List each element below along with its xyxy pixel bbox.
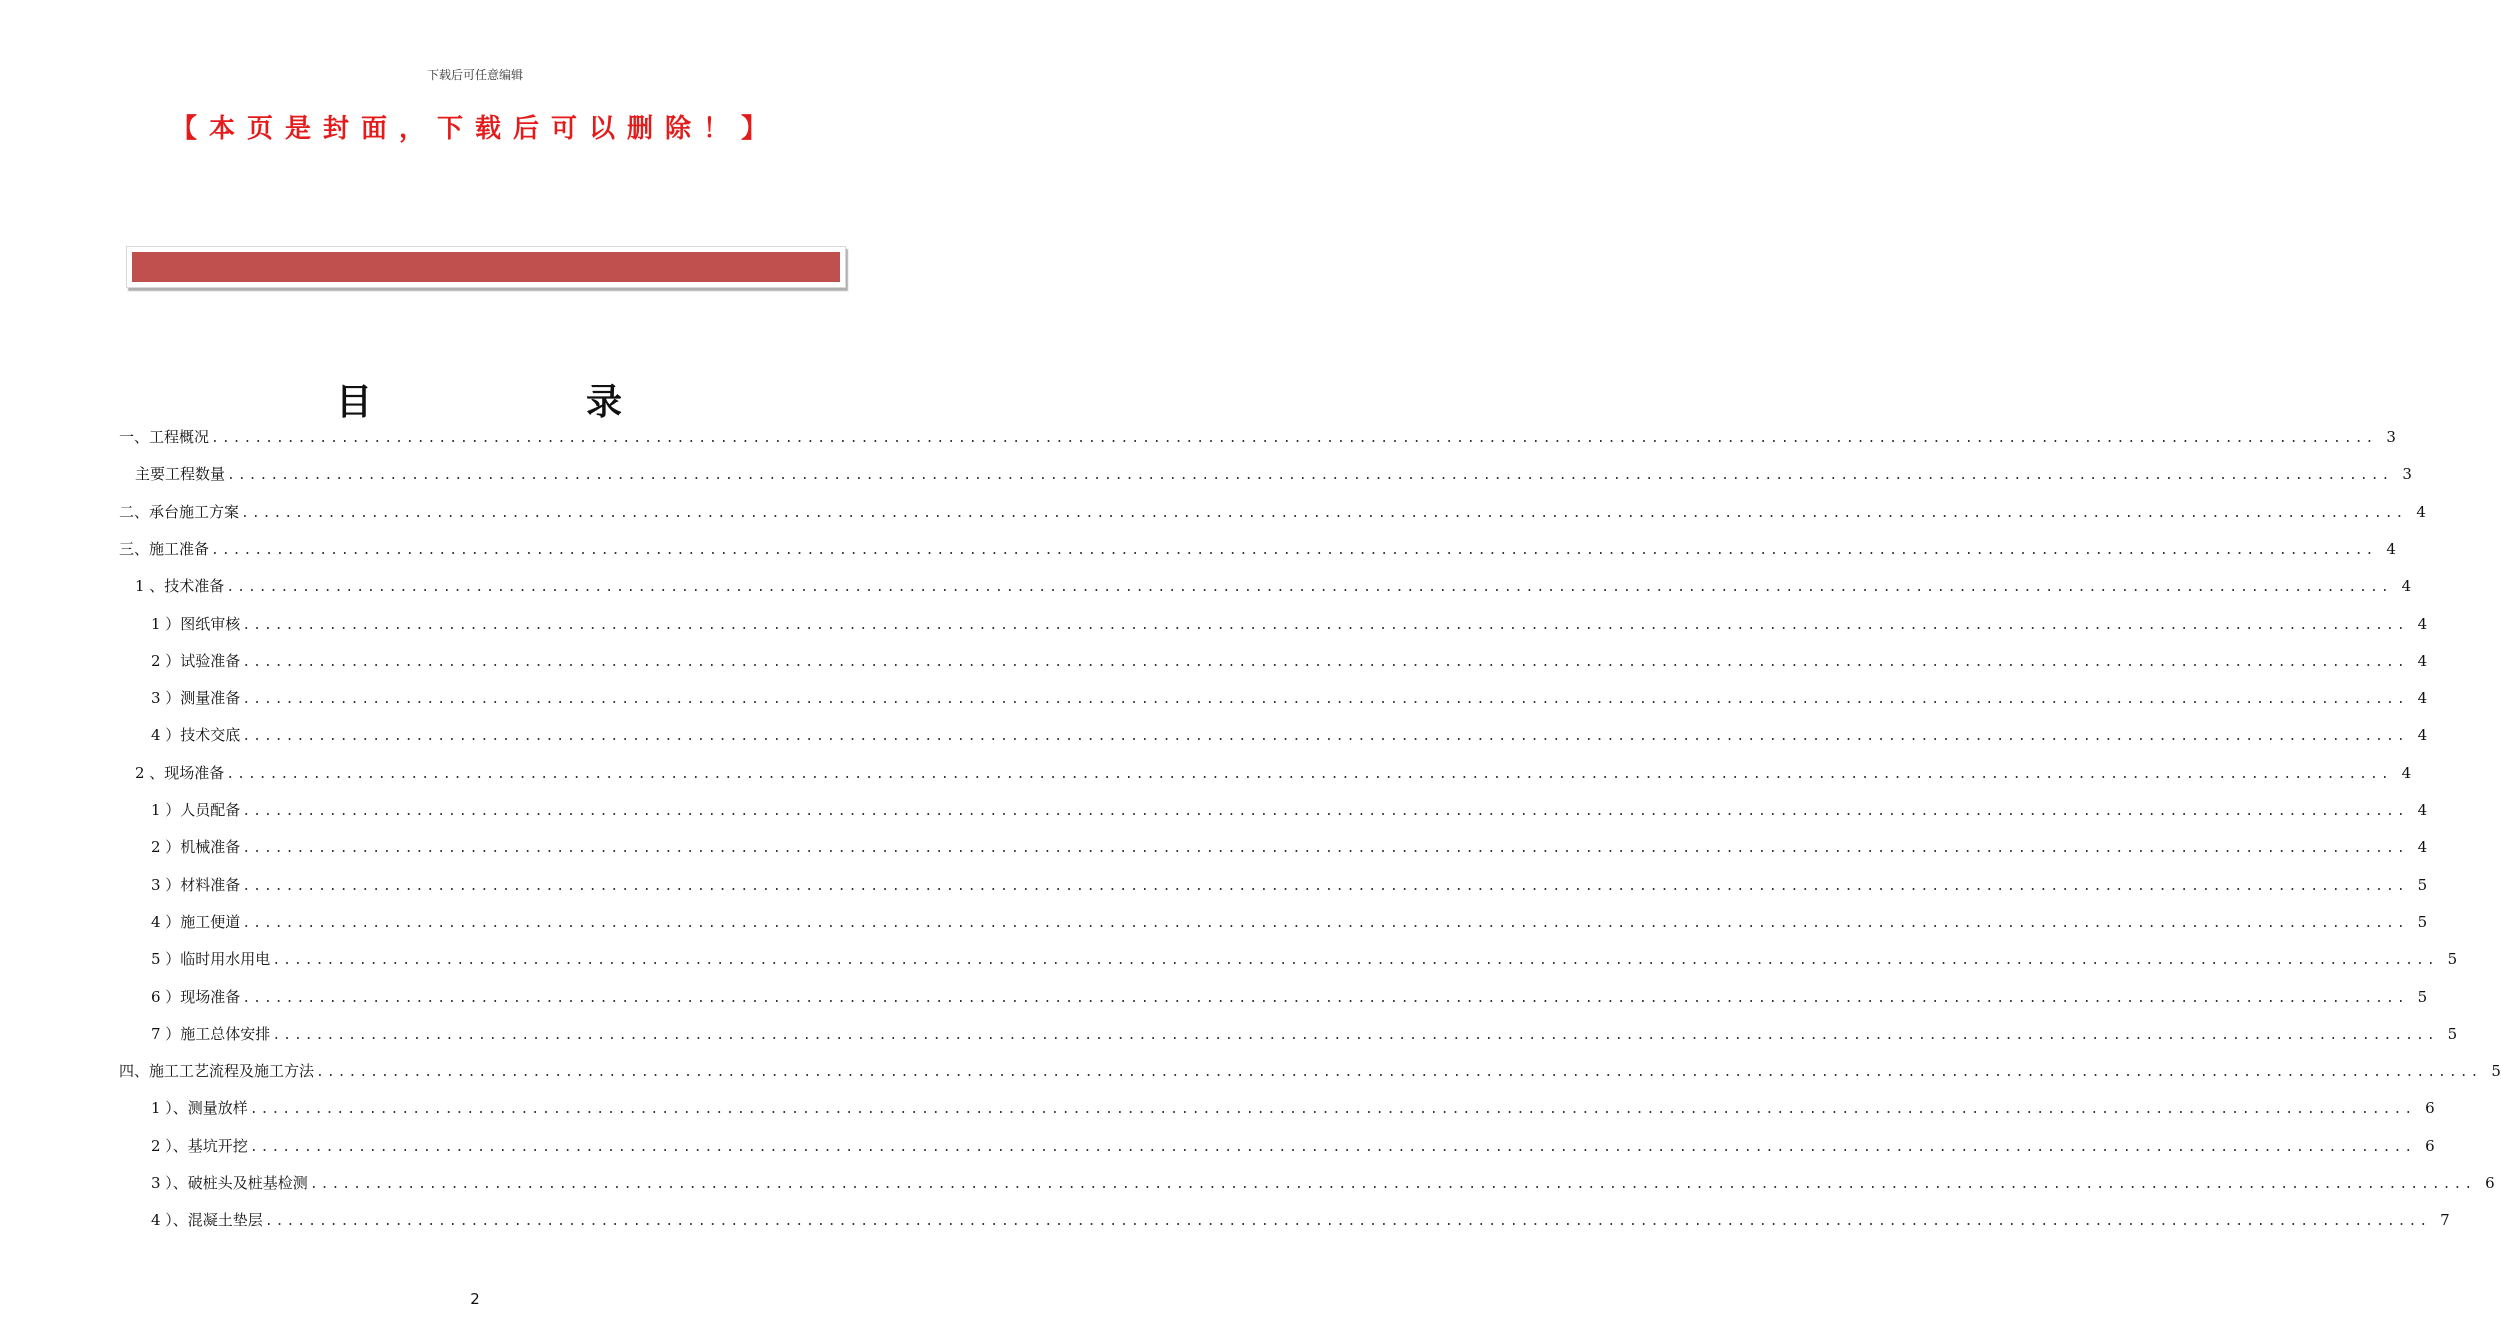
toc-entry-label: 1 ）、测量放样 — [151, 1099, 248, 1118]
toc-entry[interactable] — [0, 986, 2428, 1008]
toc-entry-label: 2 ）试验准备 — [151, 651, 241, 670]
toc-dot-leader: ........................................................................................................................................................................................................ — [309, 1177, 2476, 1192]
toc-entry[interactable] — [0, 575, 2412, 597]
toc-entry-page: 5 — [2447, 1024, 2458, 1043]
toc-dot-leader: ........................................................................................................................................................................................................ — [316, 1065, 2482, 1081]
toc-entry-page: 5 — [2447, 950, 2458, 969]
toc-dot-leader: ........................................................................................................................................................................................................ — [242, 990, 2408, 1006]
toc-entry-page: 4 — [2417, 801, 2428, 819]
toc-entry-label: 3 ）、破桩头及桩基检测 — [151, 1174, 308, 1192]
toc-entry-label: 3 ）材料准备 — [151, 875, 241, 894]
toc-entry-page: 5 — [2417, 912, 2428, 931]
toc-entry-page: 4 — [2417, 726, 2428, 745]
toc-dot-leader: ........................................................................................................................................................................................................ — [242, 729, 2408, 745]
toc-entry[interactable] — [0, 836, 2428, 858]
toc-entry-label: 2 ）机械准备 — [151, 838, 241, 857]
toc-entry-label: 7 ）施工总体安排 — [151, 1024, 271, 1043]
toc-dot-leader: ........................................................................................................................................................................................................ — [242, 915, 2408, 931]
toc-title-char-2: 录 — [586, 382, 623, 423]
toc-entry-page: 7 — [2440, 1211, 2450, 1230]
banner-frame — [126, 246, 846, 288]
toc-entry-page: 4 — [2417, 689, 2428, 708]
toc-dot-leader: ........................................................................................................................................................................................................ — [226, 580, 2392, 596]
toc-entry-label: 二、承台施工方案 — [119, 502, 240, 521]
toc-entry-page: 3 — [2386, 428, 2396, 446]
toc-entry-label: 6 ）现场准备 — [151, 987, 241, 1006]
toc-entry[interactable] — [0, 501, 2426, 523]
toc-dot-leader: ........................................................................................................................................................................................................ — [249, 1139, 2416, 1155]
toc-dot-leader: ........................................................................................................................................................................................................ — [264, 1214, 2431, 1230]
toc-entry[interactable] — [0, 687, 2428, 709]
toc-entry-label: 三、施工准备 — [119, 539, 210, 558]
toc-entry[interactable] — [0, 538, 2396, 560]
toc-dot-leader: ........................................................................................................................................................................................................ — [242, 878, 2408, 894]
toc-entry-page: 6 — [2425, 1099, 2435, 1118]
toc-dot-leader: ........................................................................................................................................................................................................ — [242, 654, 2408, 670]
banner-bar — [132, 252, 840, 282]
toc-entry-page: 4 — [2416, 502, 2426, 521]
toc-entry-page: 5 — [2417, 875, 2428, 894]
toc-entry-label: 主要工程数量 — [135, 465, 226, 484]
toc-entry[interactable] — [0, 426, 2396, 448]
toc-dot-leader: ........................................................................................................................................................................................................ — [242, 804, 2408, 819]
toc-entry-label: 4 ）技术交底 — [151, 726, 241, 745]
toc-entry-page: 4 — [2417, 651, 2428, 670]
toc-title-char-1: 目 — [336, 382, 373, 423]
toc-dot-leader: ........................................................................................................................................................................................................ — [227, 468, 2393, 484]
toc-entry-page: 4 — [2417, 614, 2428, 633]
toc-entry-label: 5 ）临时用水用电 — [151, 950, 271, 969]
toc-entry[interactable] — [0, 1135, 2435, 1157]
toc-entry-label: 2 ）、基坑开挖 — [151, 1136, 248, 1155]
toc-entry-label: 四、施工工艺流程及施工方法 — [119, 1062, 315, 1081]
toc-entry-page: 3 — [2402, 465, 2412, 484]
toc-entry-label: 3 ）测量准备 — [151, 689, 241, 708]
toc-entry-page: 5 — [2491, 1062, 2501, 1081]
toc-dot-leader: ........................................................................................................................................................................................................ — [242, 841, 2408, 857]
toc-entry[interactable] — [0, 463, 2412, 485]
toc-entry-page: 4 — [2386, 539, 2396, 558]
toc-entry-page: 4 — [2401, 577, 2412, 596]
toc-entry[interactable] — [0, 874, 2428, 896]
toc-entry-page: 4 — [2401, 763, 2412, 782]
toc-entry-page: 4 — [2417, 838, 2428, 857]
toc-dot-leader: ........................................................................................................................................................................................................ — [211, 431, 2377, 446]
toc-entry-label: 2 、现场准备 — [135, 763, 225, 782]
toc-entry[interactable] — [0, 762, 2412, 784]
toc-entry[interactable] — [0, 1023, 2458, 1045]
toc-entry[interactable] — [0, 650, 2428, 672]
toc-entry[interactable] — [0, 724, 2428, 746]
cover-notice: 【本页是封面，下载后可以删除！】 — [170, 114, 779, 144]
toc-entry-label: 一、工程概况 — [119, 428, 210, 446]
toc-entry-label: 4 ）、混凝土垫层 — [151, 1211, 263, 1230]
toc-entry[interactable] — [0, 948, 2458, 970]
toc-dot-leader: ........................................................................................................................................................................................................ — [211, 542, 2377, 558]
page-number: 2 — [470, 1290, 480, 1308]
toc-entry-label: 1 、技术准备 — [135, 577, 225, 596]
toc-entry-page: 5 — [2417, 987, 2428, 1006]
toc-entry[interactable] — [0, 1172, 2495, 1194]
toc-entry[interactable] — [0, 613, 2428, 635]
toc-entry[interactable] — [0, 799, 2428, 821]
toc-entry[interactable] — [0, 1060, 2501, 1082]
toc-entry-label: 1 ）人员配备 — [151, 801, 241, 819]
toc-dot-leader: ........................................................................................................................................................................................................ — [249, 1102, 2416, 1118]
header-note: 下载后可任意编辑 — [426, 68, 523, 82]
toc-entry-label: 4 ）施工便道 — [151, 912, 241, 931]
toc-entry-page: 6 — [2425, 1136, 2435, 1155]
toc-entry[interactable] — [0, 1097, 2435, 1119]
toc-dot-leader: ........................................................................................................................................................................................................ — [241, 505, 2407, 521]
toc-title — [0, 374, 950, 424]
toc-entry-label: 1 ）图纸审核 — [151, 614, 241, 633]
toc-dot-leader: ........................................................................................................................................................................................................ — [242, 617, 2408, 633]
toc-dot-leader: ........................................................................................................................................................................................................ — [272, 953, 2438, 969]
toc-entry-page: 6 — [2485, 1174, 2495, 1192]
toc-entry[interactable] — [0, 1209, 2450, 1231]
toc-dot-leader: ........................................................................................................................................................................................................ — [226, 766, 2392, 782]
toc-entry[interactable] — [0, 911, 2428, 933]
toc-dot-leader: ........................................................................................................................................................................................................ — [242, 692, 2408, 708]
toc-dot-leader: ........................................................................................................................................................................................................ — [272, 1027, 2438, 1043]
